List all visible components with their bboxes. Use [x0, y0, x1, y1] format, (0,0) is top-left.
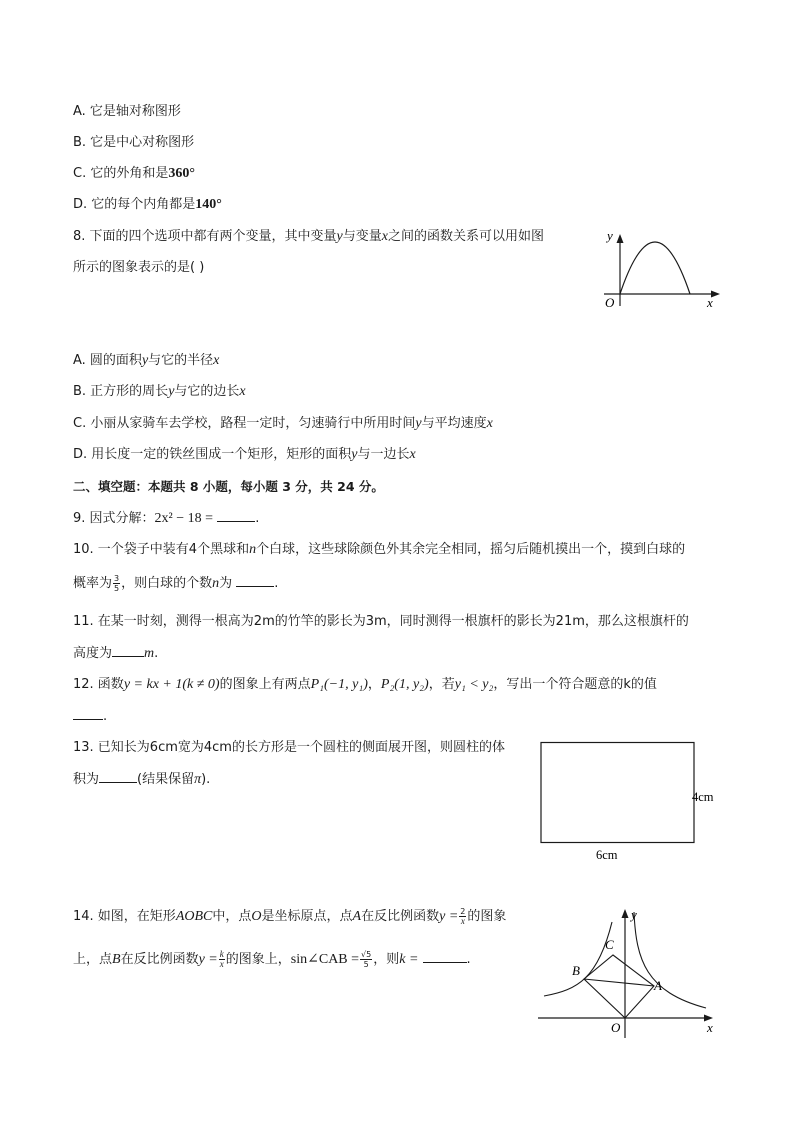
q13-text: 积为: [73, 772, 100, 787]
q8-stem-line1: [73, 228, 544, 246]
q14-point-o: O: [251, 909, 262, 924]
q14-point-a: A: [352, 909, 362, 924]
q8-option-text: 与一边长: [357, 447, 410, 462]
q14-line2: [73, 950, 471, 969]
q8-var-y: y: [336, 229, 343, 244]
point-c-label: C: [605, 937, 614, 952]
q8-text: 所示的图象表示的是( ): [73, 260, 205, 275]
q11-text: 高度为: [73, 646, 113, 661]
q13-answer-blank[interactable]: [99, 770, 137, 783]
q14-sin-fraction: [360, 950, 372, 969]
q14-text: 在反比例函数: [120, 952, 199, 967]
fraction-denominator: x: [219, 959, 224, 969]
q11-text: 11. 在某一时刻，测得一根高为2m的竹竿的影长为3m，同时测得一根旗杆的影长为21m，那么这根旗杆的: [73, 614, 689, 629]
q9-line: [73, 509, 259, 528]
q8-text: 与变量: [342, 229, 382, 244]
section-title: [73, 478, 384, 496]
q10-line2: [73, 574, 278, 593]
q12-condition: y₁ < y₂: [454, 677, 494, 692]
q13-pi: π: [194, 772, 202, 787]
q8-option-a: [73, 352, 219, 370]
q10-text: ，则白球的个数: [121, 576, 213, 591]
q12-point-p1: P₁(−1, y₁): [310, 677, 368, 692]
q12-line2: [73, 707, 107, 726]
q8-option-c: [73, 415, 493, 433]
q14-text: 中，点: [212, 909, 252, 924]
q12-point-p2: P₂(1, y₂): [380, 677, 429, 692]
q8-option-text: C. 小丽从家骑车去学校，路程一定时，匀速骑行中所用时间: [73, 416, 416, 431]
q8-option-text: A. 圆的面积: [73, 353, 142, 368]
fraction-denominator: 5: [363, 960, 369, 969]
q14-text: 的图象上，: [225, 952, 291, 967]
graph-origin-label: O: [605, 295, 615, 310]
q11-line1: [73, 613, 689, 631]
q12-text: .: [103, 709, 108, 724]
q10-var-n: n: [249, 542, 257, 557]
q13-text: 13. 已知长为6cm宽为4cm的长方形是一个圆柱的侧面展开图，则圆柱的体: [73, 740, 505, 755]
q10-line1: [73, 541, 685, 559]
q14-sin-expression: sin∠CAB =: [290, 952, 360, 967]
point-a-label: A: [654, 978, 662, 993]
q14-answer-blank[interactable]: [423, 950, 467, 963]
q8-var-x: x: [213, 353, 220, 368]
q14-text: 的图象: [467, 909, 507, 924]
fraction-denominator: x: [460, 916, 465, 926]
q7-option-b-text: B. 它是中心对称图形: [73, 135, 195, 150]
q13-text: (结果保留: [137, 772, 195, 787]
q9-text: 9. 因式分解：: [73, 511, 155, 526]
q8-text: 8. 下面的四个选项中都有两个变量，其中变量: [73, 229, 337, 244]
q11-line2: [73, 644, 158, 663]
q7-option-a-text: A. 它是轴对称图形: [73, 104, 181, 119]
q10-var-n: n: [212, 576, 220, 591]
q9-answer-blank[interactable]: [217, 509, 255, 522]
q10-text: 概率为: [73, 576, 113, 591]
q7-option-b: [73, 134, 194, 152]
hyperbola-branch-b: [544, 922, 612, 996]
q12-answer-blank[interactable]: [73, 707, 103, 720]
q8-text: 之间的函数关系可以用如图: [388, 229, 545, 244]
q7-option-d-text: D. 它的每个内角都是: [73, 197, 196, 212]
q14-text: 在反比例函数: [361, 909, 440, 924]
q12-text: 12. 函数: [73, 677, 124, 692]
q11-answer-blank[interactable]: [112, 644, 144, 657]
q8-option-text: D. 用长度一定的铁丝围成一个矩形，矩形的面积: [73, 447, 352, 462]
q8-var-x: x: [239, 384, 246, 399]
q7-option-d: [73, 196, 222, 214]
fraction-numerator: √5: [361, 950, 372, 959]
q7-option-c-value: 360°: [168, 166, 195, 181]
q8-var-y: y: [168, 384, 175, 399]
q14-func2: y =: [198, 952, 218, 967]
q8-option-text: 与平均速度: [421, 416, 487, 431]
q12-text: ，写出一个符合题意的k的值: [493, 677, 657, 692]
q7-option-c-text: C. 它的外角和是: [73, 166, 169, 181]
q14-func1: y =: [439, 909, 459, 924]
q14-text: 上，点: [73, 952, 113, 967]
q14-rect-name: AOBC: [175, 909, 213, 924]
diagonal-ab: [584, 979, 654, 986]
q13-rectangle-figure: [536, 738, 726, 864]
q12-function: y = kx + 1(k ≠ 0): [123, 677, 220, 692]
q8-var-x: x: [486, 416, 493, 431]
q10-text: 为: [219, 576, 233, 591]
q12-text: 的图象上有两点: [219, 677, 311, 692]
rect-width-label: 6cm: [596, 848, 618, 862]
q14-func1-fraction: [459, 907, 466, 926]
q14-k-expression: k =: [399, 952, 419, 967]
q12-text: ，若: [428, 677, 455, 692]
q13-text: ).: [201, 772, 211, 787]
fraction-numerator: k: [219, 949, 224, 959]
q10-text: 个白球，这些球除颜色外其余完全相同，摇匀后随机摸出一个，摸到白球的: [256, 542, 686, 557]
parabola-curve: [620, 242, 690, 294]
q8-option-b: [73, 383, 246, 401]
q14-text: 是坐标原点，点: [261, 909, 353, 924]
q8-var-y: y: [351, 447, 358, 462]
q8-stem-line2: [73, 259, 204, 277]
q9-text: .: [255, 511, 260, 526]
graph-y-label: y: [607, 228, 613, 243]
q14-line1: [73, 907, 506, 926]
point-o-label: O: [611, 1020, 621, 1035]
q14-rectangle-hyperbola-graph: [536, 900, 728, 1040]
rectangle: [541, 743, 694, 843]
q11-text: .: [154, 646, 159, 661]
q8-var-y: y: [415, 416, 422, 431]
q10-probability-fraction: [113, 574, 120, 593]
q8-option-text: 与它的边长: [174, 384, 240, 399]
q14-func2-fraction: [219, 950, 225, 969]
q10-answer-blank[interactable]: [236, 574, 274, 587]
fraction-numerator: 2: [460, 907, 466, 916]
hyperbola-branch-a: [634, 912, 706, 1008]
q8-parabola-graph: [598, 226, 728, 312]
q11-unit: m: [144, 646, 155, 661]
section-title-text: 二、填空题：本题共 8 小题，每小题 3 分，共 24 分。: [73, 479, 384, 494]
y-axis-arrow-icon: [622, 909, 629, 918]
q8-option-text: B. 正方形的周长: [73, 384, 169, 399]
q8-option-text: 与它的半径: [148, 353, 214, 368]
q14-text: .: [466, 952, 471, 967]
point-b-label: B: [572, 963, 580, 978]
q10-text: .: [274, 576, 279, 591]
q13-line1: [73, 739, 505, 757]
graph-x-label: x: [707, 1020, 713, 1035]
q8-var-x: x: [381, 229, 388, 244]
graph-y-label: y: [631, 907, 637, 922]
q14-text: 14. 如图，在矩形: [73, 909, 176, 924]
q8-option-d: [73, 446, 416, 464]
fraction-numerator: 3: [114, 574, 120, 583]
q7-option-a: [73, 103, 181, 121]
q9-expression: 2x² − 18 =: [154, 511, 214, 526]
q13-line2: [73, 770, 210, 789]
q14-text: ，则: [373, 952, 400, 967]
q12-line1: [73, 676, 657, 694]
q12-text: ，: [367, 677, 381, 692]
q10-text: 10. 一个袋子中装有4个黑球和: [73, 542, 250, 557]
q7-option-c: [73, 165, 195, 183]
q7-option-d-value: 140°: [195, 197, 222, 212]
fraction-denominator: 5: [114, 584, 120, 593]
q14-point-b: B: [112, 952, 121, 967]
graph-x-label: x: [707, 295, 713, 310]
q8-var-y: y: [141, 353, 149, 368]
q8-var-x: x: [409, 447, 416, 462]
y-axis-arrow-icon: [617, 234, 624, 243]
rect-height-label: 4cm: [692, 790, 714, 804]
